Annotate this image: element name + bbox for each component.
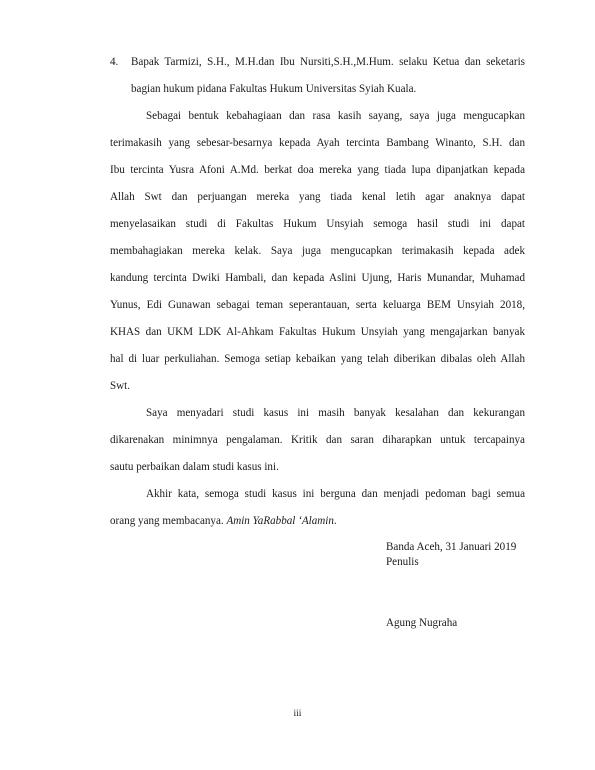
- page-number: iii: [293, 709, 302, 719]
- paragraph-line: Ibu tercinta Yusra Afoni A.Md. berkat doa mereka yang tiada lupa dipanjatkan kepada: [110, 164, 525, 176]
- paragraph-line: kandung tercinta Dwiki Hambali, dan kepada Aslini Ujung, Haris Munandar, Muhamad: [110, 272, 525, 284]
- paragraph-line: Saya menyadari studi kasus ini masih banyak kesalahan dan kekurangan: [146, 407, 525, 419]
- list-item-line: bagian hukum pidana Fakultas Hukum Universitas Syiah Kuala.: [131, 83, 417, 95]
- closing-text: orang yang membacanya.: [110, 515, 227, 527]
- paragraph-line: Sebagai bentuk kebahagiaan dan rasa kasih sayang, saya juga mengucapkan: [146, 110, 525, 122]
- paragraph-line: dikarenakan minimnya pengalaman. Kritik dan saran diharapkan untuk tercapainya: [110, 434, 525, 446]
- closing-prayer: Amin YaRabbal ‘Alamin: [226, 515, 334, 527]
- paragraph-line: KHAS dan UKM LDK Al-Ahkam Fakultas Hukum Unsyiah yang mengajarkan banyak: [110, 326, 525, 338]
- paragraph-line: sautu perbaikan dalam studi kasus ini.: [110, 461, 279, 473]
- paragraph-line: Allah Swt dan perjuangan mereka yang tiada kenal letih agar anaknya dapat: [110, 191, 525, 203]
- paragraph-line: menyelasaikan studi di Fakultas Hukum Unsyiah semoga hasil studi ini dapat: [110, 218, 525, 230]
- signature-role: Penulis: [386, 556, 419, 568]
- signature-place-date: Banda Aceh, 31 Januari 2019: [386, 541, 517, 553]
- signature-name: Agung Nugraha: [386, 617, 458, 629]
- paragraph-line: membahagiakan mereka kelak. Saya juga mengucapkan terimakasih kepada adek: [110, 245, 525, 257]
- paragraph-line: Swt.: [110, 380, 131, 392]
- closing-period: .: [333, 515, 337, 527]
- list-item-line: Bapak Tarmizi, S.H., M.H.dan Ibu Nursiti,S.H.,M.Hum. selaku Ketua dan seketaris: [131, 56, 525, 68]
- paragraph-line: [110, 514, 525, 528]
- paragraph-line: terimakasih yang sebesar-besarnya kepada Ayah tercinta Bambang Winanto, S.H. dan: [110, 137, 525, 149]
- paragraph-line: Akhir kata, semoga studi kasus ini berguna dan menjadi pedoman bagi semua: [146, 488, 525, 500]
- paragraph-line: hal di luar perkuliahan. Semoga setiap kebaikan yang telah diberikan dibalas oleh Allah: [110, 353, 525, 365]
- paragraph-line: Yunus, Edi Gunawan sebagai teman seperantauan, serta keluarga BEM Unsyiah 2018,: [110, 299, 525, 311]
- list-item-number: 4.: [110, 56, 119, 68]
